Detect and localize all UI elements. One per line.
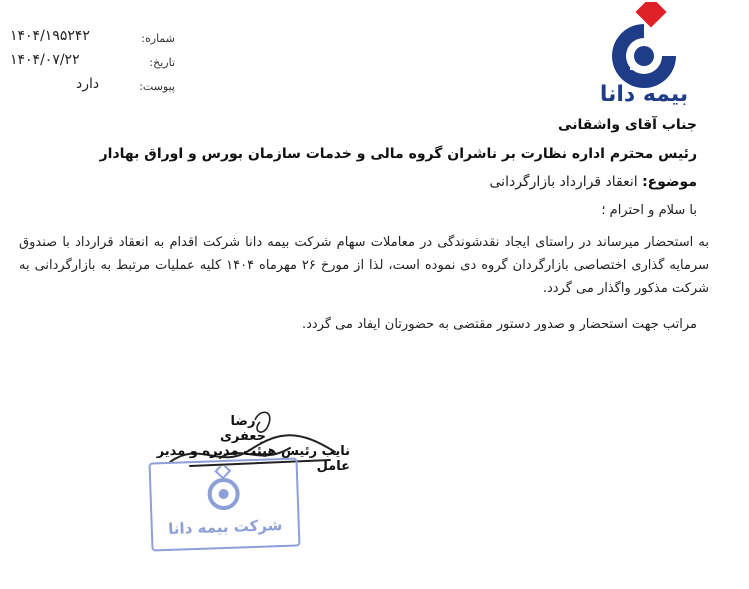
letter-meta xyxy=(10,28,175,100)
subject-line xyxy=(37,174,697,190)
company-stamp xyxy=(148,457,300,551)
signatory-name: رضا جعفری xyxy=(219,414,267,444)
logo-text: بیمه دانا xyxy=(599,82,689,107)
recipient-title: رئیس محترم اداره نظارت بر ناشران گروه مالی و خدمات سازمان بورس و اوراق بهادار xyxy=(99,146,697,162)
signatory-title: نایب رئیس هیئت مدیره و مدیر عامل xyxy=(156,444,350,474)
meta-number-row xyxy=(10,28,175,52)
stamp-logo-icon xyxy=(201,465,247,517)
company-logo xyxy=(588,2,700,108)
closing-line: مراتب جهت استحضار و صدور دستور مقتضی به حضورتان ایفاد می گردد. xyxy=(301,317,697,332)
date-value: ۱۴۰۴/۰۷/۲۲ xyxy=(10,52,80,68)
meta-date-row xyxy=(10,52,175,76)
body-paragraph: به استحضار میرساند در راستای ایجاد نقدشوندگی در معاملات سهام شرکت بیمه دانا شرکت اقدام به انعقاد قرارداد با صندوق سرمایه گذاری اختصاصی بازارگردان گروه دی نموده است، لذا از مورخ ۲۶ مهرماه ۱۴۰۴ کلیه عملیات مرتبط به بازارگردانی به شرکت مذکور واگذار می گردد. xyxy=(19,235,709,296)
addressee: جناب آقای واشقانی xyxy=(558,117,697,133)
greeting: با سلام و احترام ؛ xyxy=(601,203,697,218)
number-value: ۱۴۰۴/۱۹۵۲۴۲ xyxy=(10,28,90,44)
logo-mark-icon xyxy=(588,2,700,88)
stamp-text: شرکت بیمه دانا xyxy=(167,516,283,538)
subject-label: موضوع: xyxy=(642,174,697,190)
subject-text: انعقاد قرارداد بازارگردانی xyxy=(489,174,638,190)
number-label: شماره: xyxy=(141,32,175,45)
date-label: تاریخ: xyxy=(149,56,175,69)
attachment-label: پیوست: xyxy=(139,80,175,93)
attachment-value: دارد xyxy=(76,76,100,92)
meta-attachment-row xyxy=(10,76,175,100)
